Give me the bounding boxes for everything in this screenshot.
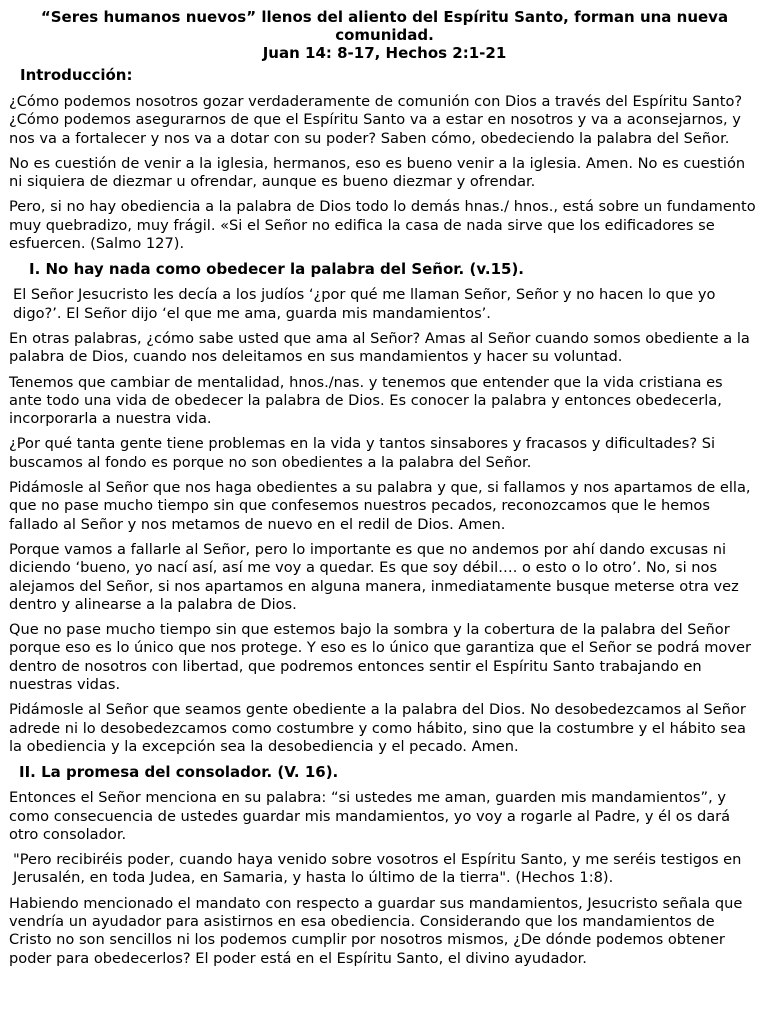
paragraph: Pero, si no hay obediencia a la palabra de Dios todo lo demás hnas./ hnos., está sobre un fundamento muy quebradizo, muy frágil. «Si el Señor no edifica la casa de nada sirve que los edificadores se esfuercen. (Salmo 127). [9,198,756,253]
paragraph: Tenemos que cambiar de mentalidad, hnos./nas. y tenemos que entender que la vida cristiana es ante todo una vida de obedecer la palabra de Dios. Es conocer la palabra y entonces obedecerla, incorporarla a nuestra vida. [9,373,723,428]
section-heading-1: I. No hay nada como obedecer la palabra del Señor. (v.15). [29,260,525,279]
paragraph: Entonces el Señor menciona en su palabra: “si ustedes me aman, guarden mis mandamientos”, y como consecuencia de ustedes guardar mis mandamientos, yo voy a rogarle al Padre, y él os dará otro consolador. [9,789,731,843]
paragraph: Porque vamos a fallarle al Señor, pero lo importante es que no andemos por ahí dando excusas ni diciendo ‘bueno, yo nací así, así me voy a quedar. Es que soy débil…. o esto o lo otro’. No, si nos alejamos del Señor, si nos apartamos en alguna manera, inmediatamente busque meterse otra vez dentro y alinearse a la palabra de Dios. [9,540,739,613]
intro-heading: Introducción: [20,66,133,84]
paragraph: ¿Cómo podemos nosotros gozar verdaderamente de comunión con Dios a través del Espíritu Santo? ¿Cómo podemos asegurarnos de que el Espíritu Santo va a estar en nosotros y va a aconsejarnos, y nos va a fortalecer y nos va a dotar con su poder? Saben cómo, obedeciendo la palabra del Señor. [9,93,743,147]
scripture-reference: Juan 14: 8-17, Hechos 2:1-21 [262,44,507,62]
paragraph: El Señor Jesucristo les decía a los judíos ‘¿por qué me llaman Señor, Señor y no hacen lo que yo digo?’. El Señor dijo ‘el que me ama, guarda mis mandamientos’. [13,286,716,322]
paragraph: En otras palabras, ¿cómo sabe usted que ama al Señor? Amas al Señor cuando somos obediente a la palabra de Dios, cuando nos deleitamos en sus mandamientos y hacer su voluntad. [9,329,750,366]
paragraph: Habiendo mencionado el mandato con respecto a guardar sus mandamientos, Jesucristo señala que vendría un ayudador para asistirnos en esa obediencia. Considerando que los mandamientos de Cristo no son sencillos ni los podemos cumplir por nosotros mismos, ¿De dónde podemos obtener poder para obedecerlos? El poder está en el Espíritu Santo, el divino ayudador. [9,894,743,967]
paragraph: Pidámosle al Señor que seamos gente obediente a la palabra del Dios. No desobedezcamos al Señor adrede ni lo desobedezcamos como costumbre y como hábito, sino que la costumbre y el hábito sea la obediencia y la excepción sea la desobediencia y el pecado. Amen. [9,701,746,755]
paragraph: No es cuestión de venir a la iglesia, hermanos, eso es bueno venir a la iglesia. Amen. No es cuestión ni siquiera de diezmar u ofrendar, aunque es bueno diezmar y ofrendar. [9,154,746,191]
paragraph: Que no pase mucho tiempo sin que estemos bajo la sombra y la cobertura de la palabra del Señor porque eso es lo único que nos protege. Y eso es lo único que garantiza que el Señor se podrá mover dentro de nosotros con libertad, que podremos entonces sentir el Espíritu Santo trabajando en nuestras vidas. [9,621,751,694]
paragraph: ¿Por qué tanta gente tiene problemas en la vida y tantos sinsabores y fracasos y dificultades? Si buscamos al fondo es porque no son obedientes a la palabra del Señor. [9,435,716,471]
section-heading-2: II. La promesa del consolador. (V. 16). [19,763,339,782]
document-title: “Seres humanos nuevos” llenos del aliento del Espíritu Santo, forman una nueva comunidad. [40,8,729,44]
paragraph: "Pero recibiréis poder, cuando haya venido sobre vosotros el Espíritu Santo, y me seréis testigos en Jerusalén, en toda Judea, en Samaria, y hasta lo último de la tierra". (Hechos 1:8). [13,851,742,887]
paragraph: Pidámosle al Señor que nos haga obedientes a su palabra y que, si fallamos y nos apartamos de ella, que no pase mucho tiempo sin que confesemos nuestros pecados, reconozcamos que le hemos fallado al Señor y nos metamos de nuevo en el redil de Dios. Amen. [9,479,751,533]
